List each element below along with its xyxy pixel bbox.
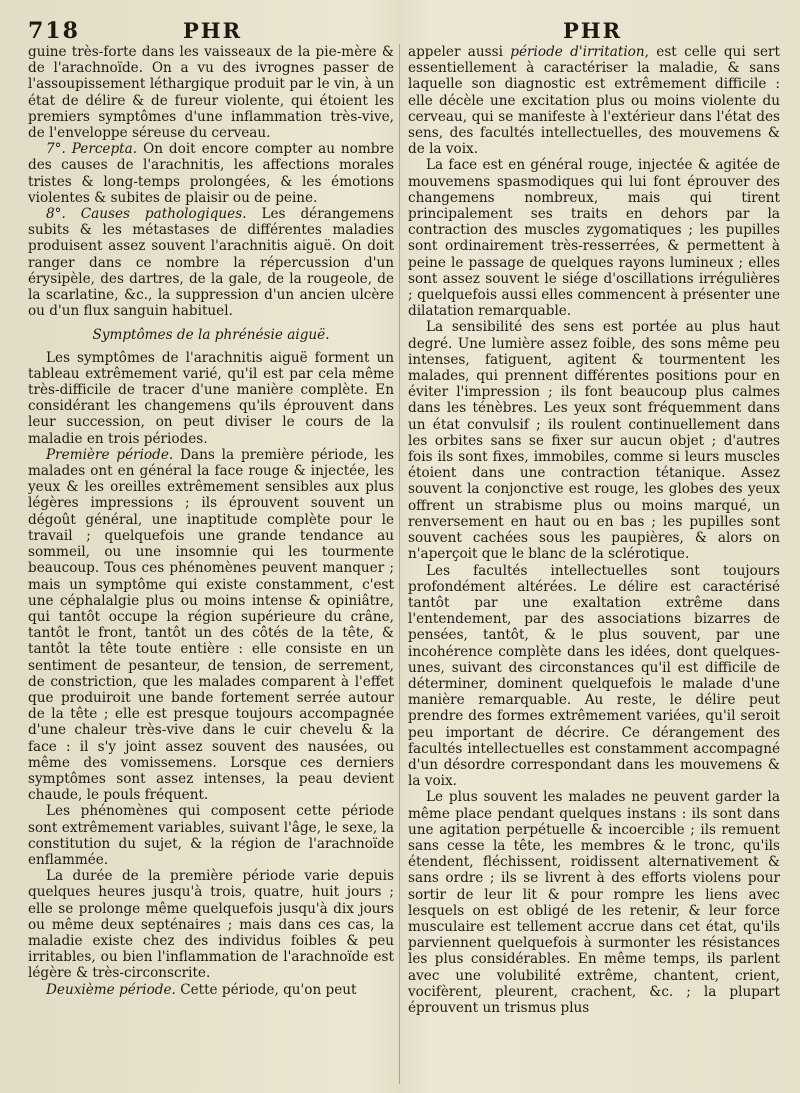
paragraph: La sensibilité des sens est portée au plus haut degré. Une lumière assez foible, des sons même peu intenses, fatiguent, agitent & tourmentent les malades, qui prennent différentes positions pour en éviter l'impression ; ils font beaucoup plus calmes dans les ténèbres. Les yeux sont fréquemment dans un état convulsif ; ils roulent continuellement dans les orbites sans se fixer sur aucun objet ; d'autres fois ils sont fixes, immobiles, comme si leurs muscles étoient dans une contraction tétanique. Assez souvent la conjonctive est rouge, les globes des yeux offrent un strabisme plus ou moins marqué, un renversement en haut ou en bas ; les pupilles sont souvent cachées sous les paupières, & alors on n'aperçoit que le blanc de la sclérotique. bbox=[408, 319, 780, 563]
section-title: Symptômes de la phrénésie aiguë. bbox=[92, 327, 330, 344]
paragraph: appeler aussi période d'irritation, est celle qui sert essentiellement à caractériser la maladie, & sans laquelle son diagnostic est extrêmement difficile : elle décèle une excitation plus ou moins violente du cerveau, qui se manifeste à l'extérieur dans l'état des sens, des facultés intellectuelles, des mouvemens & de la voix. bbox=[408, 44, 780, 158]
right-column bbox=[408, 44, 780, 1084]
paragraph: Première période. Dans la première période, les malades ont en général la face rouge & injectée, les yeux & les oreilles extrêmement sensibles aux plus légères impressions ; ils éprouvent souvent un dégoût général, une inaptitude complète pour le travail ; quelquefois une grande tendance au sommeil, ou une insomnie qui les tourmente beaucoup. Tous ces phénomènes peuvent manquer ; mais un symptôme qui existe constamment, c'est une céphalalgie plus ou moins intense & opiniâtre, qui tantôt occupe la région supérieure du crâne, tantôt le front, tantôt un des côtés de la tête, & tantôt la tête toute entière : elle consiste en un sentiment de pesanteur, de tension, de serrement, de constriction, que les malades comparent à l'effet que produiroit une bande fortement serrée autour de la tête ; elle est presque toujours accompagnée d'une chaleur très-vive dans le cuir chevelu & la face : il s'y joint assez souvent des nausées, ou même des vomissemens. Lorsque ces derniers symptômes sont assez intenses, la peau devient chaude, le pouls fréquent. bbox=[28, 446, 394, 804]
left-column bbox=[28, 44, 394, 1084]
paragraph: guine très-forte dans les vaisseaux de la pie-mère & de l'arachnoïde. On a vu des ivrognes passer de l'assoupissement léthargique produit par le vin, à un état de délire & de fureur violente, qui étoient les premiers symptômes d'une inflammation très-vive, de l'enveloppe séreuse du cerveau. bbox=[28, 44, 394, 142]
paragraph-label: Deuxième période. bbox=[46, 981, 176, 998]
paragraph-label: Première période. bbox=[46, 446, 174, 463]
paragraph: Les symptômes de l'arachnitis aiguë forment un tableau extrêmement varié, qu'il est par cela même très-difficile de tracer d'une manière complète. En considérant les changemens qu'ils éprouvent dans leur succession, on peut diviser le cours de la maladie en trois périodes. bbox=[28, 349, 394, 447]
paragraph: Les phénomènes qui composent cette période sont extrêmement variables, suivant l'âge, le sexe, la constitution du sujet, & la région de l'arachnoïde enflammée. bbox=[28, 803, 394, 868]
paragraph: 7°. Percepta. On doit encore compter au nombre des causes de l'arachnitis, les affections morales tristes & long-temps prolongées, & les émotions violentes & subites de plaisir ou de peine. bbox=[28, 141, 395, 206]
paragraph: La durée de la première période varie depuis quelques heures jusqu'à trois, quatre, huit jours ; elle se prolonge même quelquefois jusqu'à dix jours ou même deux septénaires ; mais dans ces cas, la maladie existe chez des individus foibles & peu irritables, ou bien l'inflammation de l'arachnoïde est légère & très-circonscrite. bbox=[28, 868, 394, 982]
paragraph: Deuxième période. Cette période, qu'on peut bbox=[46, 981, 357, 998]
running-title-left: PHR bbox=[183, 18, 243, 43]
paragraph: 8°. Causes pathologiques. Les dérangemens subits & les métastases de différentes maladies produisent assez souvent l'arachnitis aiguë. On doit ranger dans ce nombre la répercussion d'un érysipèle, des dartres, de la gale, de la rougeole, de la scarlatine, &c., la suppression d'un ancien ulcère ou d'un flux sanguin habituel. bbox=[28, 206, 394, 320]
page-header bbox=[28, 14, 780, 44]
paragraph: La face est en général rouge, injectée & agitée de mouvemens spasmodiques qui lui font éprouver des changemens nombreux, mais qui tirent principalement ses traits en dehors par la contraction des muscles zygomatiques ; les pupilles sont ordinairement très-resserrées, & permettent à peine le passage de quelques rayons lumineux ; elles sont assez souvent le siége d'oscillations irrégulières ; quelquefois aussi elles commencent à présenter une dilatation remarquable. bbox=[408, 157, 780, 320]
paragraph-label: 7°. Percepta. bbox=[46, 141, 138, 158]
paragraph-label: 8°. Causes pathologiques. bbox=[46, 206, 247, 223]
running-title-right: PHR bbox=[563, 18, 623, 43]
paragraph: Le plus souvent les malades ne peuvent garder la même place pendant quelques instans : ils sont dans une agitation perpétuelle & incoercible ; ils remuent sans cesse la tête, les membres & le tronc, qu'ils étendent, fléchissent, roidissent alternativement & sans ordre ; ils se livrent à des efforts violens pour sortir de leur lit & pour rompre les liens avec lesquels on est obligé de les retenir, & leur force musculaire est tellement accrue dans cet état, qu'ils parviennent quelquefois à surmonter les résistances les plus considérables. En même temps, ils parlent avec une volubilité extrême, chantent, crient, vocifèrent, pleurent, crachent, &c. ; la plupart éprouvent un trismus plus bbox=[408, 789, 780, 1016]
paragraph: Les facultés intellectuelles sont toujours profondément altérées. Le délire est caractérisé tantôt par une exaltation extrême dans l'entendement, par des associations bizarres de pensées, tantôt, & le plus souvent, par une incohérence complète dans les idées, dont quelques-unes, suivant des circonstances qu'il est difficile de déterminer, dominent quelquefois le malade d'une manière remarquable. Au reste, le délire peut prendre des formes extrêmement variées, qu'il seroit peu important de décrire. Ce dérangement des facultés intellectuelles est constamment accompagné d'un désordre correspondant dans les mouvemens & la voix. bbox=[408, 562, 780, 790]
text-columns bbox=[28, 44, 780, 1084]
paragraph-label: période d'irritation bbox=[510, 44, 645, 60]
column-divider bbox=[399, 44, 400, 1084]
page-number: 718 bbox=[28, 18, 80, 44]
